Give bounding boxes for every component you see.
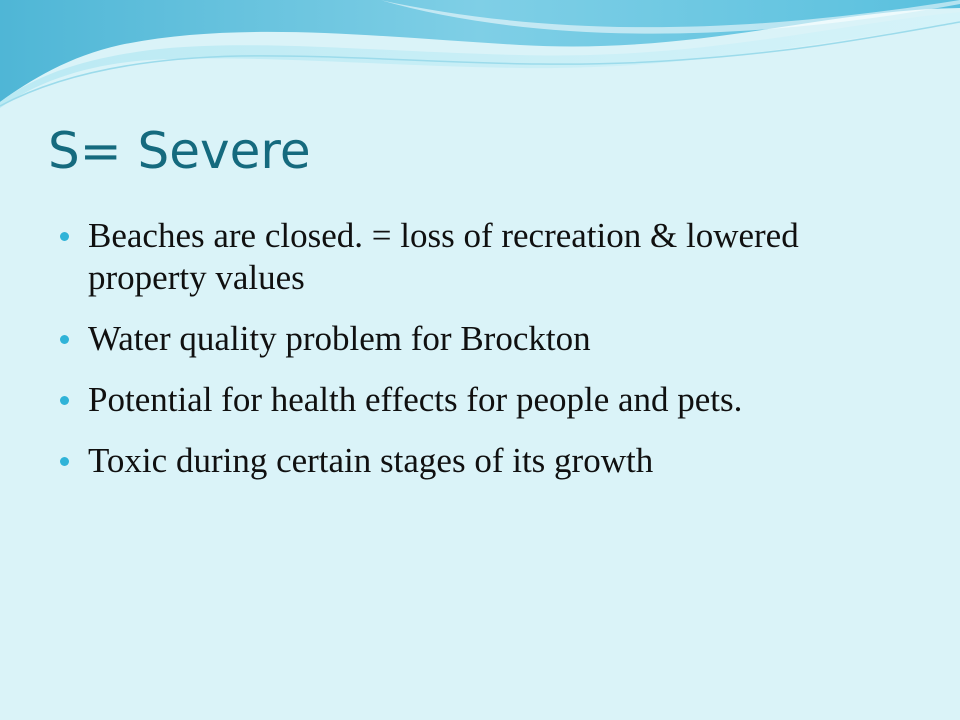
bullet-list	[58, 215, 918, 501]
bullet-text: Beaches are closed. = loss of recreation & lowered property values	[88, 216, 799, 297]
bullet-dot-icon	[60, 457, 69, 466]
bullet-dot-icon	[60, 396, 69, 405]
bullet-item	[58, 318, 918, 360]
header-wave-decoration	[0, 0, 960, 120]
bullet-item	[58, 440, 918, 482]
bullet-text: Potential for health effects for people and pets.	[88, 380, 743, 419]
bullet-dot-icon	[60, 335, 69, 344]
bullet-item	[58, 379, 918, 421]
bullet-text: Water quality problem for Brockton	[88, 319, 591, 358]
bullet-dot-icon	[60, 232, 69, 241]
bullet-text: Toxic during certain stages of its growth	[88, 441, 654, 480]
slide-title: S= Severe	[48, 122, 311, 180]
bullet-item	[58, 215, 918, 299]
